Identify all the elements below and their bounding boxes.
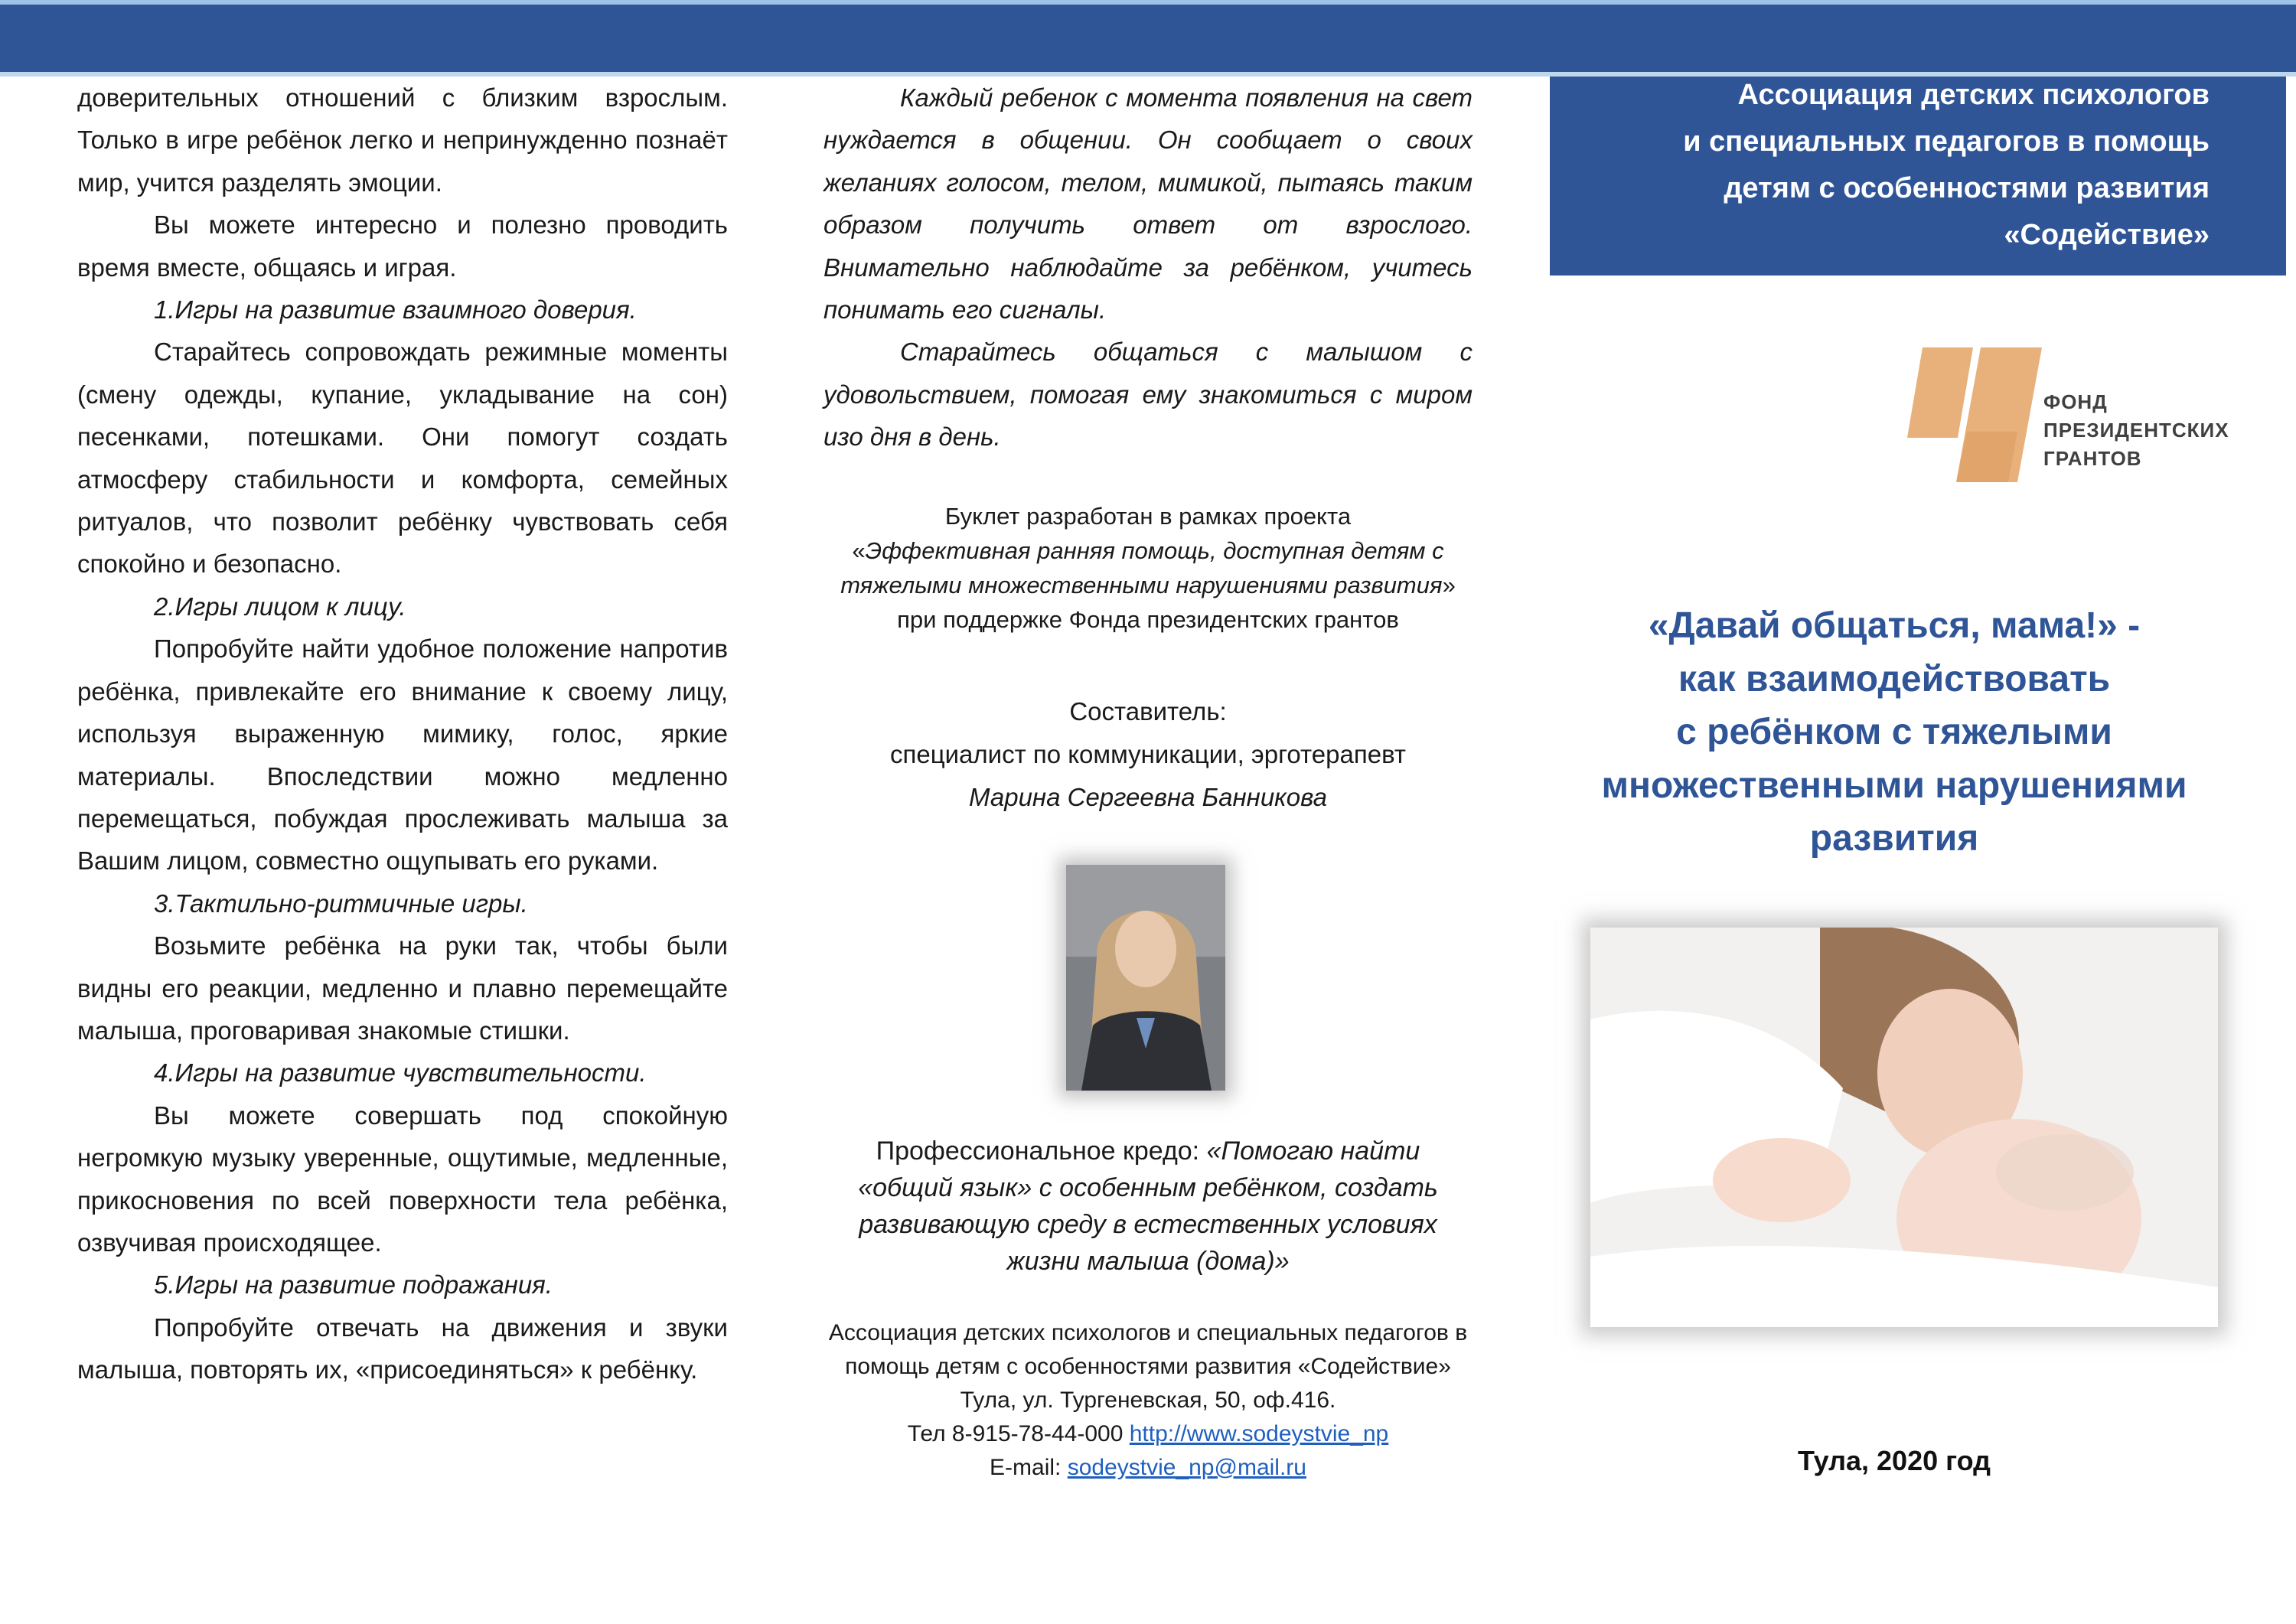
email-label: E-mail:	[990, 1455, 1068, 1480]
paragraph: Попробуйте найти удобное положение напротив ребёнка, привлекайте его внимание к своему лицу, используя выраженную мимику, голос, яркие материалы. Впоследствии можно медленно перемещаться, побуждая прослеживать малыша за Вашим лицом, совместно ощупывать его руками.	[77, 634, 728, 876]
section-heading: 1.Игры на развитие взаимного доверия.	[154, 295, 637, 324]
paragraph: Возьмите ребёнка на руки так, чтобы были видны его реакции, медленно и плавно перемещайте малыша, проговаривая знакомые стишки.	[77, 931, 728, 1045]
contact-address: Тула, ул. Тургеневская, 50, оф.416.	[960, 1388, 1336, 1413]
left-column	[77, 77, 728, 1391]
section-heading: 2.Игры лицом к лицу.	[154, 592, 406, 621]
quote-mark: »	[1442, 572, 1456, 598]
section-heading: 5.Игры на развитие подражания.	[154, 1270, 553, 1300]
title-line: с ребёнком с тяжелыми	[1676, 712, 2112, 752]
title-line: как взаимодействовать	[1678, 658, 2111, 699]
title-line: «Давай общаться, мама!» -	[1648, 605, 2141, 646]
title-line: множественными нарушениями	[1601, 765, 2187, 806]
mother-baby-photo	[1590, 928, 2218, 1327]
phone-number: Тел 8-915-78-44-000	[907, 1421, 1130, 1446]
banner-line: Ассоциация детских психологов	[1737, 79, 2210, 111]
contacts-block	[827, 1316, 1469, 1485]
paragraph: Каждый ребенок с момента появления на свет нуждается в общении. Он сообщает о своих желаниях голосом, телом, мимикой, пытаясь таким образом получить ответ от взрослого. Внимательно наблюдайте за ребёнком, учитесь понимать его сигналы.	[823, 83, 1473, 324]
banner-line: и специальных педагогов в помощь	[1683, 126, 2210, 158]
section-heading: 4.Игры на развитие чувствительности.	[154, 1058, 647, 1088]
compiler-role: специалист по коммуникации, эрготерапевт	[889, 740, 1407, 768]
credo-block	[827, 1133, 1469, 1280]
contact-email-line	[827, 1451, 1469, 1485]
title-line: развития	[1809, 818, 1979, 859]
quote-mark: «	[852, 537, 866, 564]
paragraph: Попробуйте отвечать на движения и звуки малыша, повторять их, «присоединяться» к ребёнку.	[77, 1313, 728, 1384]
fund-logo-text	[2043, 388, 2229, 473]
intro-quote	[823, 77, 1473, 458]
support-line: при поддержке Фонда президентских грантов	[897, 606, 1399, 633]
project-credit	[827, 499, 1469, 637]
banner-line: детям с особенностями развития	[1724, 172, 2210, 204]
banner-line: «Содействие»	[2004, 219, 2210, 251]
section-heading: 3.Тактильно-ритмичные игры.	[154, 889, 528, 918]
paragraph: Старайтесь общаться с малышом с удовольствием, помогая ему знакомиться с миром изо дня в день.	[823, 338, 1473, 452]
header-band	[0, 0, 2296, 77]
paragraph: доверительных отношений с близким взрослым. Только в игре ребёнок легко и непринужденно познаёт мир, учится разделять эмоции.	[77, 83, 728, 197]
credit-line: Буклет разработан в рамках проекта	[944, 503, 1352, 530]
compiler-block	[827, 690, 1469, 819]
project-title: Эффективная ранняя помощь, доступная детям с тяжелыми множественными нарушениями развития	[840, 537, 1444, 598]
website-link[interactable]: http://www.sodeystvie_np	[1129, 1421, 1389, 1446]
credo-text: «Помогаю найти «общий язык» с особенным ребёнком, создать развивающую среду в естественных условиях жизни малыша (дома)»	[858, 1136, 1438, 1276]
contact-organization: Ассоциация детских психологов и специальных педагогов в помощь детям с особенностями развития «Содействие»	[828, 1320, 1468, 1379]
compiler-name: Марина Сергеевна Банникова	[969, 783, 1327, 811]
contact-phone-line	[827, 1417, 1469, 1451]
email-link[interactable]: sodeystvie_np@mail.ru	[1067, 1455, 1306, 1480]
paragraph: Вы можете интересно и полезно проводить время вместе, общаясь и играя.	[77, 210, 728, 282]
logo-line: ПРЕЗИДЕНТСКИХ	[2043, 419, 2229, 442]
logo-line: ФОНД	[2043, 390, 2108, 413]
credo-label: Профессиональное кредо:	[876, 1136, 1207, 1166]
paragraph: Старайтесь сопровождать режимные моменты (смену одежды, купание, укладывание на сон) песенками, потешками. Они помогут создать атмосферу стабильности и комфорта, семейных ритуалов, что позволит ребёнку чувствовать себя спокойно и безопасно.	[77, 338, 728, 579]
compiler-label: Составитель:	[1069, 697, 1227, 726]
logo-line: ГРАНТОВ	[2043, 447, 2142, 470]
project-name	[827, 533, 1469, 602]
author-photo	[1066, 865, 1225, 1091]
booklet-title	[1561, 599, 2227, 866]
paragraph: Вы можете совершать под спокойную негромкую музыку уверенные, ощутимые, медленные, прикосновения по всей поверхности тела ребёнка, озвучивая происходящее.	[77, 1101, 728, 1257]
association-banner	[1550, 77, 2286, 276]
city-year: Тула, 2020 год	[1797, 1445, 1991, 1476]
